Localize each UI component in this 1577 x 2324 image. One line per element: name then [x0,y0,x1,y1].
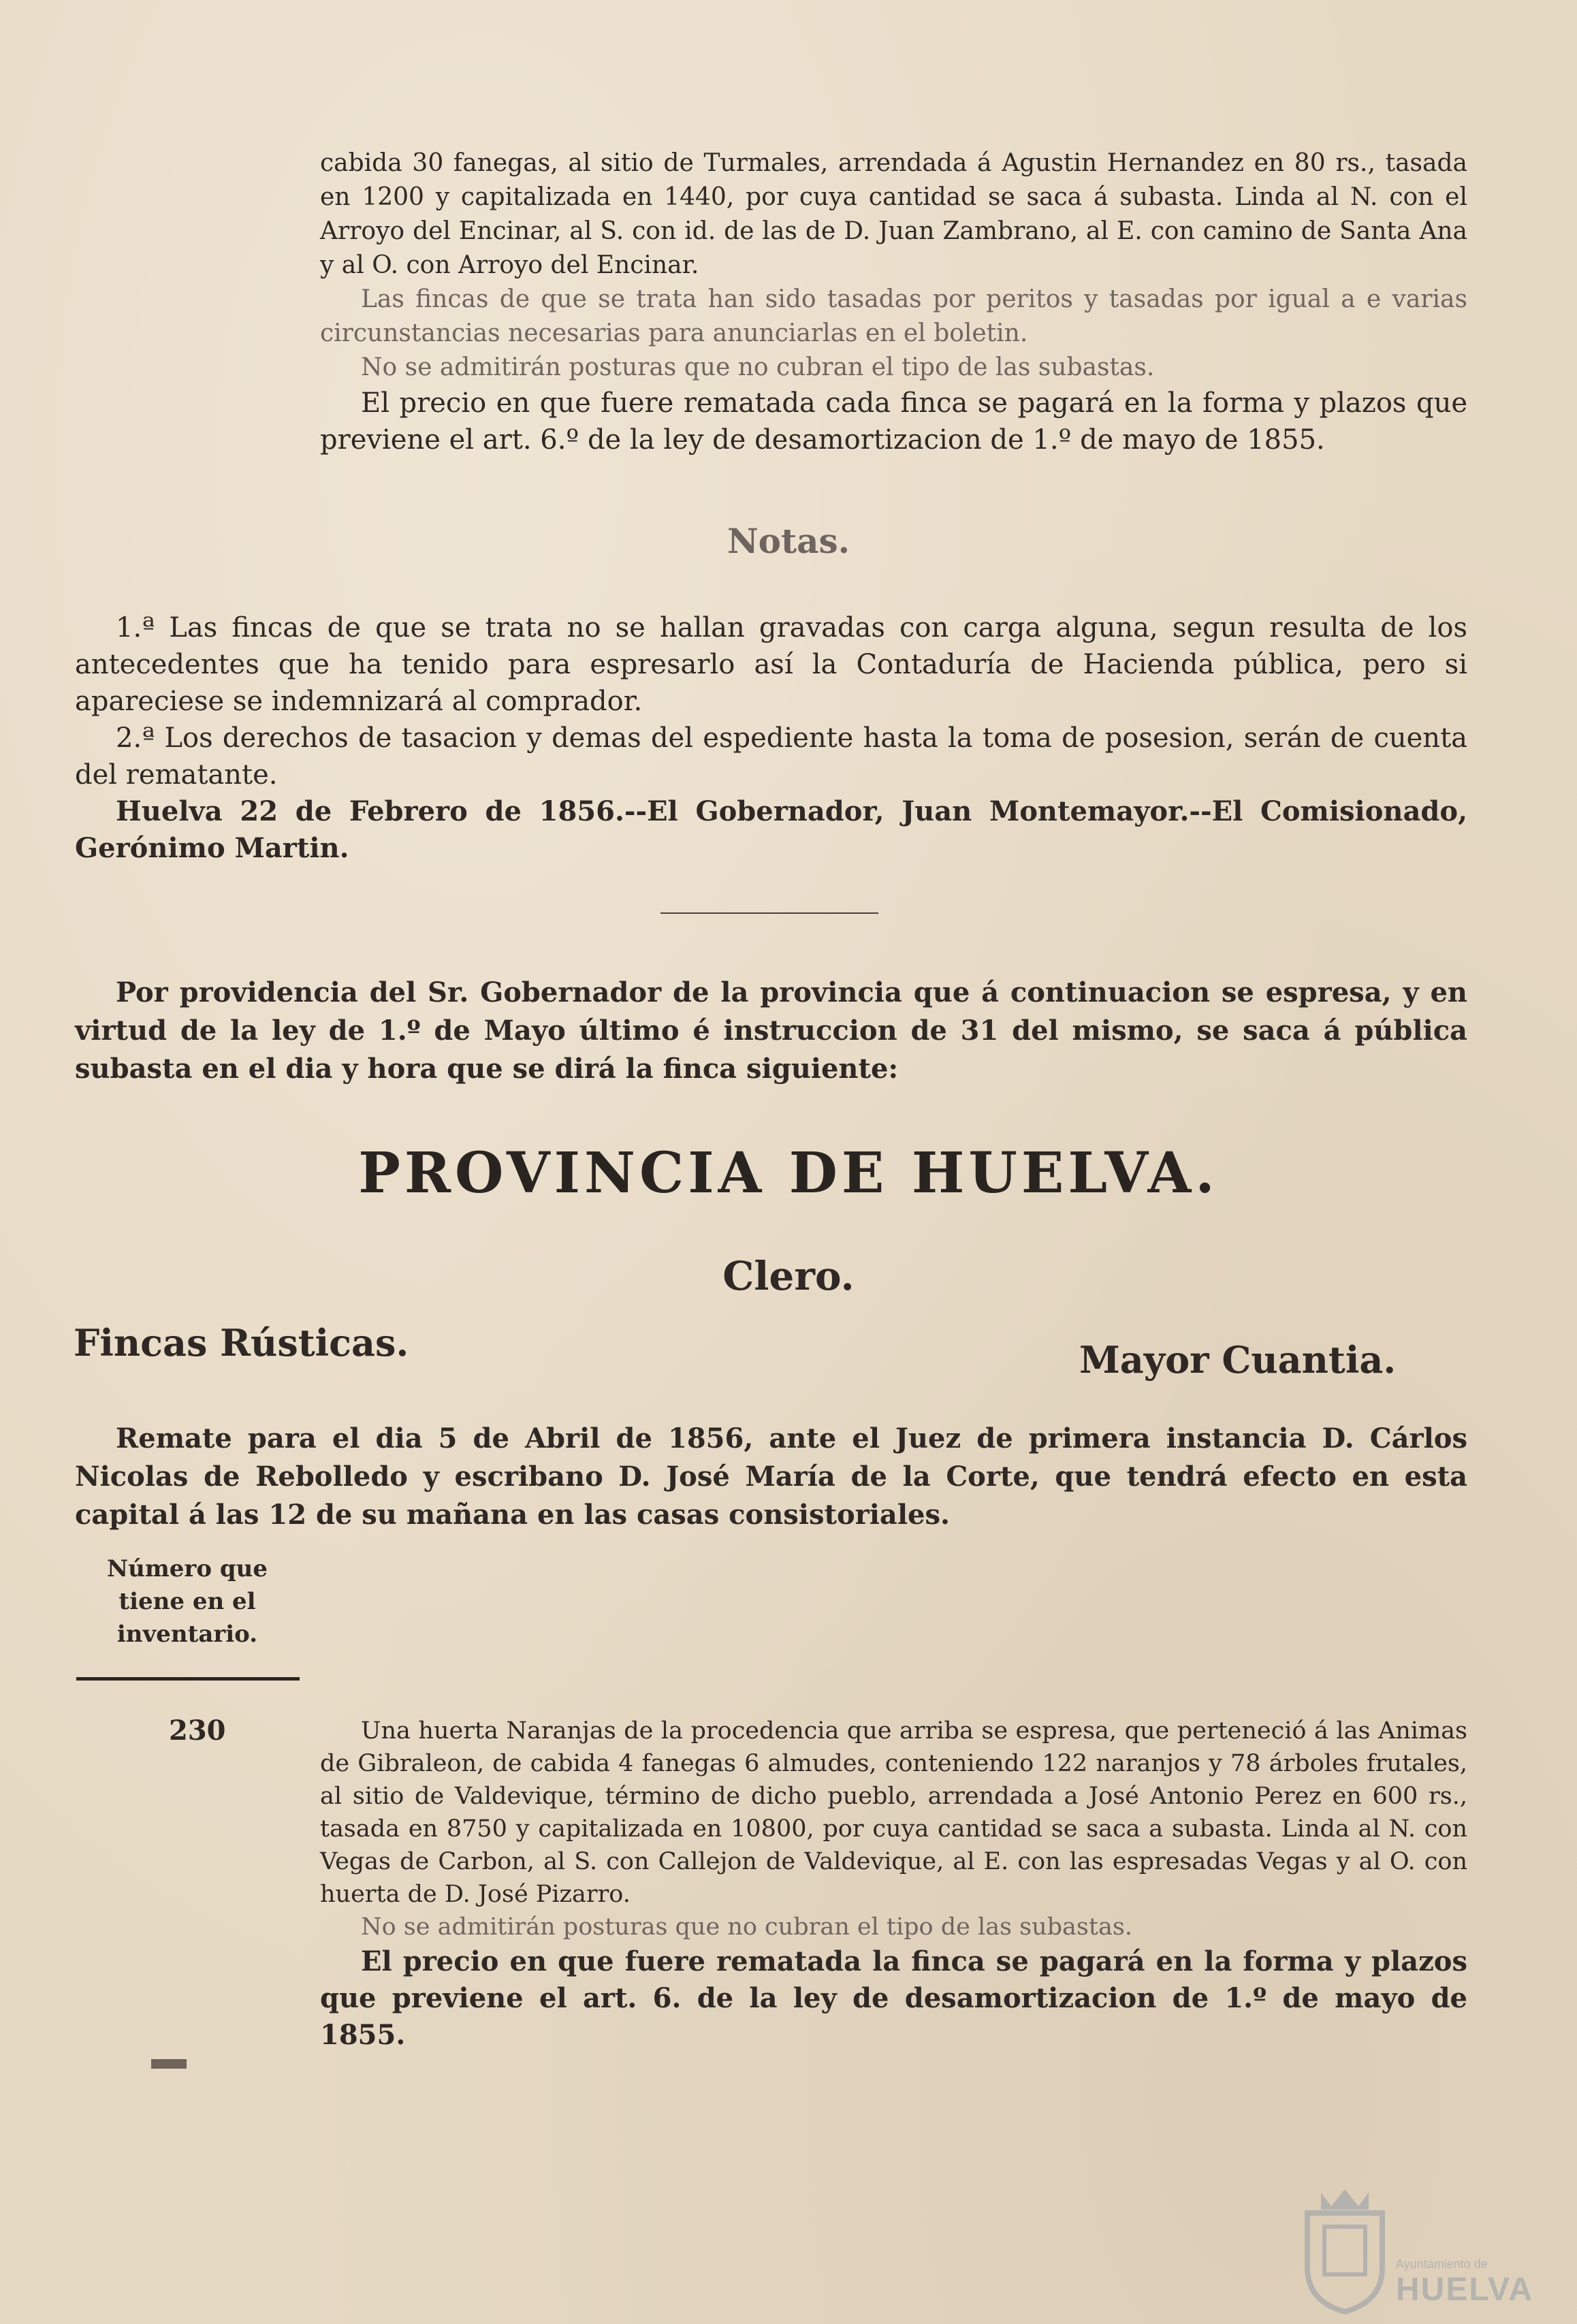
signature-line: Huelva 22 de Febrero de 1856.--El Gobernador, Juan Montemayor.--El Comisionado, Gerónimo Martin. [75,795,1467,864]
notes-heading-wrap [0,521,1577,561]
seal-small-text: Ayuntamiento de [1396,2257,1488,2271]
auction-text: Remate para el dia 5 de Abril de 1856, ante el Juez de primera instancia D. Cárlos Nicolas de Rebolledo y escribano D. José María de la Corte, que tendrá efecto en esta capital á las 12 de su mañana en las casas consistoriales. [75,1422,1467,1531]
fincas-rusticas-heading: Fincas Rústicas. [74,1321,409,1365]
top-section [320,146,1467,458]
announcement-intro-wrap [75,974,1467,1088]
province-title: PROVINCIA DE HUELVA. [358,1141,1219,1206]
huelva-crest-icon [1294,2186,1396,2315]
archive-seal [1294,2186,1539,2315]
auction-text-wrap [75,1420,1467,1534]
notes-section [75,609,1467,867]
inventory-column-label: Número que tiene en el inventario. [107,1555,268,1648]
ornament-mark [151,2059,187,2069]
inventory-entry [320,1715,1467,2054]
notes-heading: Notas. [727,521,850,561]
posturas-rule: No se admitirán posturas que no cubran el tipo de las subastas. [361,353,1155,381]
fincas-note: Las fincas de que se trata han sido tasadas por peritos y tasadas por igual a e varias circunstancias necesarias para anunciarlas en el boletin. [320,285,1467,347]
inventory-label-wrap [75,1553,300,1651]
fincas-rusticas-wrap [74,1321,409,1365]
huerta-payment-terms: El precio en que fuere rematada la finca se pagará en la forma y plazos que previene el art. 6. de la ley de desamortizacion de 1.º de mayo de 1855. [320,1945,1467,2051]
section-divider [660,912,878,914]
seal-big-text: HUELVA [1396,2272,1534,2308]
mayor-cuantia-wrap [1079,1338,1396,1382]
clero-heading: Clero. [722,1253,855,1299]
subtitle-wrap [0,1253,1577,1299]
huerta-posturas: No se admitirán posturas que no cubran el tipo de las subastas. [361,1913,1132,1941]
huerta-description: Una huerta Naranjas de la procedencia que arriba se espresa, que perteneció á las Animas de Gibraleon, de cabida 4 fanegas 6 almudes, conteniendo 122 naranjos y 78 árboles frutales, al sitio de Valdevique, término de dicho pueblo, arrendada a José Antonio Perez en 600 rs., tasada en 8750 y capitalizada en 10800, por cuya cantidad se saca a subasta. Linda al N. con Vegas de Carbon, al S. con Callejon de Valdevique, al E. con las espresadas Vegas y al O. con huerta de D. José Pizarro. [320,1717,1467,1908]
payment-terms: El precio en que fuere rematada cada finca se pagará en la forma y plazos que previene el art. 6.º de la ley de desamortizacion de 1.º de mayo de 1855. [320,387,1467,456]
announcement-intro: Por providencia del Sr. Gobernador de la provincia que á continuacion se espresa, y en virtud de la ley de 1.º de Mayo último é instruccion de 31 del mismo, se saca á pública subasta en el dia y hora que se dirá la finca siguiente: [75,976,1467,1085]
inventory-number-wrap [169,1715,226,1747]
title-wrap [0,1141,1577,1206]
note-2: 2.ª Los derechos de tasacion y demas del espediente hasta la toma de posesion, serán de cuenta del rematante. [75,722,1467,791]
note-1: 1.ª Las fincas de que se trata no se hallan gravadas con carga alguna, segun resulta de los antecedentes que ha tenido para espresarlo así la Contaduría de Hacienda pública, pero si apareciese se indemnizará al comprador. [75,612,1467,717]
mayor-cuantia-heading: Mayor Cuantia. [1079,1338,1397,1382]
inventory-number: 230 [169,1715,226,1747]
inventory-rule [76,1677,300,1681]
lot-description: cabida 30 fanegas, al sitio de Turmales, arrendada á Agustin Hernandez en 80 rs., tasada en 1200 y capitalizada en 1440, por cuya cantidad se saca á subasta. Linda al N. con el Arroyo del Encinar, al S. con id. de las de D. Juan Zambrano, al E. con camino de Santa Ana y al O. con Arroyo del Encinar. [320,149,1467,279]
